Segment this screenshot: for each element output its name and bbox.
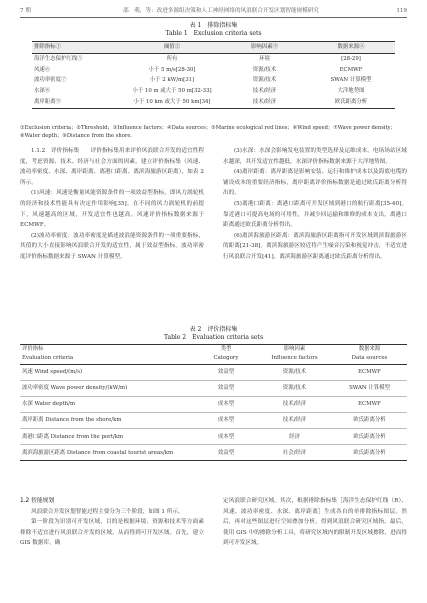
paragraph: 第一阶段为识别可开发区域，目的是根据环境、资源和技术等方面素排除不适宜进行风浪联合开发的区域，从而得到可开发区域。首先，建立 GIS 数据库，确: [20, 519, 204, 547]
table-cell: 离滨海旅游区距离 Distance from coastal tourist areas/km: [20, 445, 195, 461]
paragraph: 1.1.2 评价指标集 评价指标集用来评价风浪联合开发的适宜性程度，考虑资源、技术、经济与社会方面的因素，建立评价指标集（风速、波功率密度、水深、离岸距离、离港口距离、离滨海旅游区距离），如表 2 所示。: [20, 148, 204, 186]
section-heading: 1.2 智能规划: [20, 498, 55, 504]
table-cell: 技术/经济: [257, 412, 332, 428]
table-cell: 小于 10 m 或大于 50 m[32-33]: [132, 88, 212, 95]
table-cell: 波功率密度 Wave power density/(kW/m): [20, 380, 195, 396]
page-number: 119: [396, 8, 407, 14]
paragraph: 定风浪联合研究区域。其次，根据排除指标集［海洋生态保护红线（R）、风速、波功率密度、水深、离岸距离］生成各自的单排除指标图层。然后，再对这些图层进行空间叠加分析，得到风浪联合研究区域指，最后，使用 GIS 中的擦除分析工具，将研究区域内的限制开发区域擦除，进而得到可开发区域。: [223, 498, 407, 547]
table-cell: 欧氏距离分析: [307, 97, 395, 108]
table-header-cell: 数据来源: [332, 345, 407, 355]
table-header-cell: Data sources: [332, 354, 407, 364]
table-cell: ECMWF: [339, 66, 363, 73]
table-cell: 成本型: [195, 396, 257, 412]
table-row: [32, 75, 395, 86]
table-header-cell: 评价指标: [20, 345, 195, 355]
issue-label: 7 期: [20, 8, 31, 14]
header-rule: [20, 17, 407, 18]
table-cell: 离岸距离⑨: [32, 97, 122, 108]
table-cell: 小于 2 kW/m[31]: [149, 77, 195, 84]
table-cell: 资源/技术: [252, 66, 277, 73]
table1-caption-cn: 表 1 排除指标集: [189, 22, 238, 29]
table-cell: 技术/经济: [252, 88, 277, 95]
table1-caption-en: Table 1 Exclusion criteria sets: [165, 30, 262, 37]
table-cell: ECMWF: [332, 396, 407, 412]
table-cell: 资源/技术: [257, 364, 332, 380]
paragraph: (5)离港口距离：离港口距离可开发区域到港口的航行距离[35-40]。靠近港口可提高电场的可用性，并减少回运输和维修的成本支出，离港口距离通过欧氏距离分析得出。: [223, 200, 407, 229]
paragraph: (1)风速：风速是衡量风能资源条件的一项效益型指标，即风力涡轮机的经济和技术性能具有决定作用影响[35]。在不同的风力涡轮机的前提下，风速越高的区域，开发适宜性也越高。风速评价指标数据来源于 ECMWF。: [20, 190, 204, 229]
table-cell: 效益型: [195, 445, 257, 461]
table-cell: 波功率密度⑦: [34, 77, 67, 84]
table-cell: SWAN 计算模型: [332, 380, 407, 396]
table-row: [32, 97, 395, 108]
table-header-cell: 类型: [195, 345, 257, 355]
table-cell: SWAN 计算模型: [330, 77, 372, 84]
table-row: [20, 428, 407, 444]
table-cell: 技术/经济: [222, 97, 307, 108]
table-cell: ECMWF: [332, 364, 407, 380]
table-row: [32, 86, 395, 97]
table-cell: 小于 10 km 或大于 50 km[34]: [122, 97, 222, 108]
table-row: [20, 380, 407, 396]
paragraph: (4)离岸距离：离岸距离是影响安装、运行和维护成本以及海底电缆的铺设成本的重要经济指标，离岸距离评价指标数据是通过欧氏距离分析得出的。: [223, 169, 407, 197]
table-cell: 资源/技术: [257, 380, 332, 396]
table-header-row: [20, 354, 407, 364]
table-header-cell: 数据来源④: [307, 42, 395, 54]
table-header-cell: 阈值②: [122, 42, 222, 54]
paragraph: (6)离滨海旅游区距离：离滨海旅游区距离指可开发区域到滨海旅游区的距离[21-38]。离滨海旅游区较近将产生噪音污染和视觉冲击，不适宜进行风浪联合开发[41]。离滨海旅游区距离通过欧氏距离分析得出。: [223, 232, 407, 260]
table-cell: [28-29]: [341, 55, 361, 62]
table2-caption-cn: 表 2 评价指标集: [189, 326, 238, 333]
exclusion-criteria-table: [32, 41, 395, 109]
section-right-column: [223, 496, 407, 549]
table-row: [20, 364, 407, 380]
table-row: [20, 396, 407, 412]
table-cell: 大洋地势图: [337, 88, 365, 95]
table-cell: 水深⑧: [34, 88, 51, 95]
table-cell: 离港口距离 Distance from the port/km: [20, 428, 195, 444]
paragraph: 风浪联合开发区划智能过程主要分为三个阶段，如图 1 所示。: [31, 508, 184, 515]
running-title: 邵 萌，等：改进多源组决策和人工神经网络的风浪联合开发区划智能规模研究: [123, 8, 319, 14]
table-row: [20, 445, 407, 461]
table-header-row: [32, 42, 395, 54]
table-header-cell: Evaluation criteria: [20, 354, 195, 364]
table-row: [32, 65, 395, 76]
body-left-column: [20, 146, 204, 263]
table-header-cell: Category: [195, 354, 257, 364]
table-cell: 欧氏距离分析: [332, 445, 407, 461]
table-cell: 效益型: [195, 364, 257, 380]
table-cell: 所有: [166, 55, 178, 62]
table-cell: 资源/技术: [252, 77, 277, 84]
table-cell: 风速 Wind speed/(m/s): [20, 364, 195, 380]
table-cell: 成本型: [195, 428, 257, 444]
table-header-cell: Influence factors: [257, 354, 332, 364]
body-right-column: [223, 146, 407, 263]
table-cell: 环境: [259, 55, 270, 62]
table-header-cell: 影响因素③: [222, 42, 307, 54]
table-row: [32, 53, 395, 64]
table-cell: 经济: [257, 428, 332, 444]
table-cell: 小于 5 m/s[28-30]: [148, 66, 196, 73]
table-header-cell: 影响因素: [257, 345, 332, 355]
table-cell: 欧氏距离分析: [332, 428, 407, 444]
section-left-column: [20, 496, 204, 549]
table-row: [20, 412, 407, 428]
table-cell: 水深 Water depth/m: [20, 396, 195, 412]
table-header-row: [20, 345, 407, 355]
table-cell: 效益型: [195, 380, 257, 396]
table-cell: 欧氏距离分析: [332, 412, 407, 428]
table-header-cell: 排除指标①: [32, 42, 122, 54]
table1-footnote: ①Exclusion criteria；②Threshold；③Influence factors；④Data sources；⑤Marine ecological red lines；⑥Wind speed；⑦Wave power density；⑧Water depth；⑨Distance from the shore.: [20, 125, 396, 139]
table-cell: 成本型: [195, 412, 257, 428]
table-cell: 风速⑥: [34, 66, 51, 73]
evaluation-criteria-table: [20, 344, 407, 461]
table-cell: 离岸距离 Distance from the shore/km: [20, 412, 195, 428]
table-cell: 社会/经济: [257, 445, 332, 461]
table2-caption-en: Table 2 Evaluation criteria sets: [163, 334, 264, 341]
paragraph: (3)水深：水深会影响发电装置的类型选择及运维成本。电场场站区域水越深，其开发适宜性越低。水深评价指标数据来源于大洋地势图。: [223, 148, 407, 165]
table-cell: 技术/经济: [257, 396, 332, 412]
paragraph: (2)波功率密度：波功率密度是描述波浪能资源条件的一项重要指标，其值的大小直接影响风浪联合开发的适宜性，属于效益型指标。波功率密度评价指标数据来源于 SWAN 计算模型。: [20, 232, 204, 260]
table-cell: 海洋生态保护红线⑤: [34, 55, 83, 62]
